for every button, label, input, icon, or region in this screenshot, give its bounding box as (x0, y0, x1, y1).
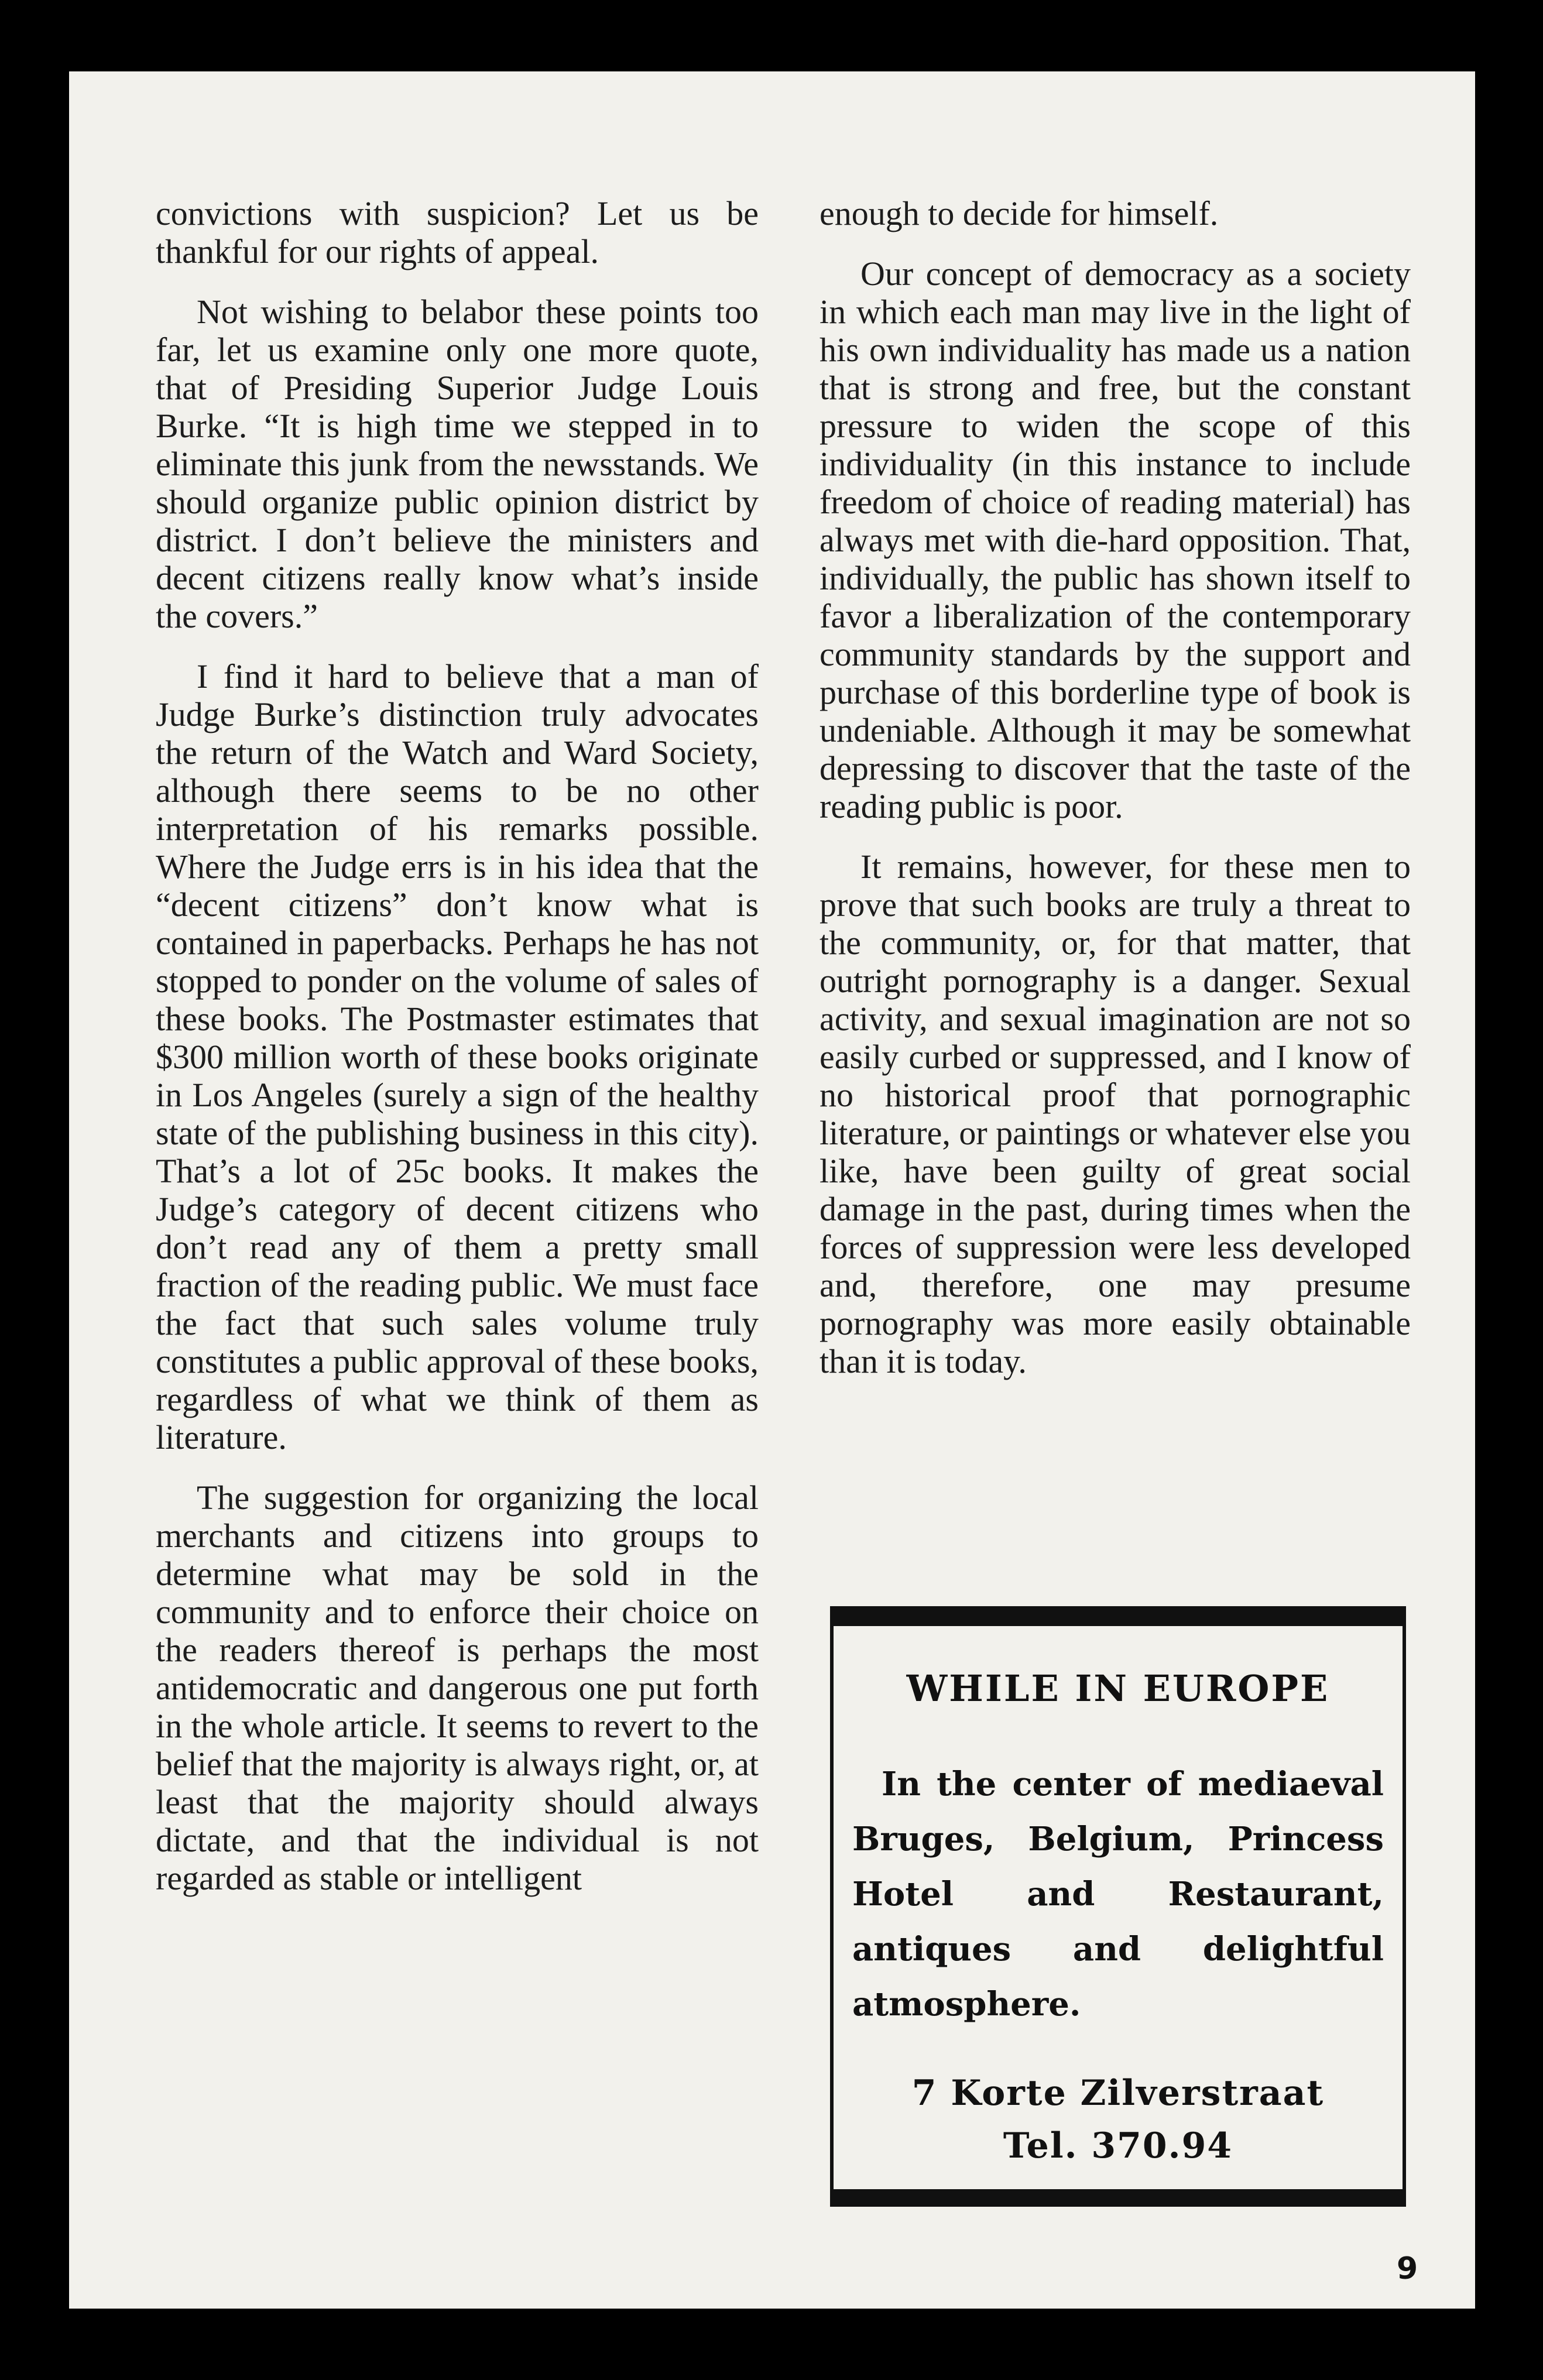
right-text-column (819, 194, 1411, 1402)
paragraph: I find it hard to believe that a man of Judge Burke’s distinction truly advocates the return of the Watch and Ward Society, although there seems to be no other interpretation of his remarks possible. Where the Judge errs is in his idea that the “decent citizens” don’t know what is contained in paperbacks. Perhaps he has not stopped to ponder on the volume of sales of these books. The Postmaster estimates that $300 million worth of these books originate in Los Angeles (surely a sign of the healthy state of the publishing business in this city). That’s a lot of 25c books. It makes the Judge’s category of decent citizens who don’t read any of them a pretty small fraction of the reading public. We must face the fact that such sales volume truly constitutes a public approval of these books, regardless of what we think of them as literature. (156, 657, 759, 1456)
paragraph: Our concept of democracy as a society in which each man may live in the light of his own individuality has made us a nation that is strong and free, but the constant pressure to widen the scope of this individuality (in this instance to include freedom of choice of reading material) has always met with die-hard opposition. That, individually, the public has shown itself to favor a liberalization of the contemporary community standards by the support and purchase of this borderline type of book is undeniable. Although it may be somewhat depressing to discover that the taste of the reading public is poor. (819, 255, 1411, 825)
left-text-column (156, 194, 759, 1919)
hotel-advertisement (830, 1606, 1406, 2207)
paragraph: It remains, however, for these men to prove that such books are truly a threat to the community, or, for that matter, that outright pornography is a danger. Sexual activity, and sexual imagination are not so easily curbed or suppressed, and I know of no historical proof that pornographic literature, or paintings or whatever else you like, have been guilty of great social damage in the past, during times when the forces of suppression were less developed and, therefore, one may presume pornography was more easily obtainable than it is today. (819, 848, 1411, 1380)
magazine-page (69, 71, 1475, 2309)
ad-contact (834, 2067, 1403, 2172)
paragraph: Not wishing to belabor these points too far, let us examine only one more quote, that of Presiding Superior Judge Louis Burke. “It is high time we stepped in to eliminate this junk from the newsstands. We should organize public opinion district by district. I don’t believe the ministers and decent citizens really know what’s inside the covers.” (156, 293, 759, 635)
ad-body: In the center of mediaeval Bruges, Belgium, Princess Hotel and Restaurant, antiques and delightful atmosphere. (852, 1765, 1384, 2024)
ad-address: 7 Korte Zilverstraat (911, 2073, 1325, 2114)
paragraph: The suggestion for organizing the local merchants and citizens into groups to determine what may be sold in the community and to enforce their choice on the readers thereof is perhaps the most antidemocratic and dangerous one put forth in the whole article. It seems to revert to the belief that the majority is always right, or, at least that the majority should always dictate, and that the individual is not regarded as stable or intelligent (156, 1479, 759, 1897)
paragraph: convictions with suspicion? Let us be thankful for our rights of appeal. (156, 194, 759, 270)
ad-title: WHILE IN EUROPE (906, 1667, 1330, 1710)
ad-phone: Tel. 370.94 (1003, 2125, 1233, 2166)
page-number: 9 (1397, 2251, 1418, 2286)
paragraph: enough to decide for himself. (819, 194, 1219, 232)
